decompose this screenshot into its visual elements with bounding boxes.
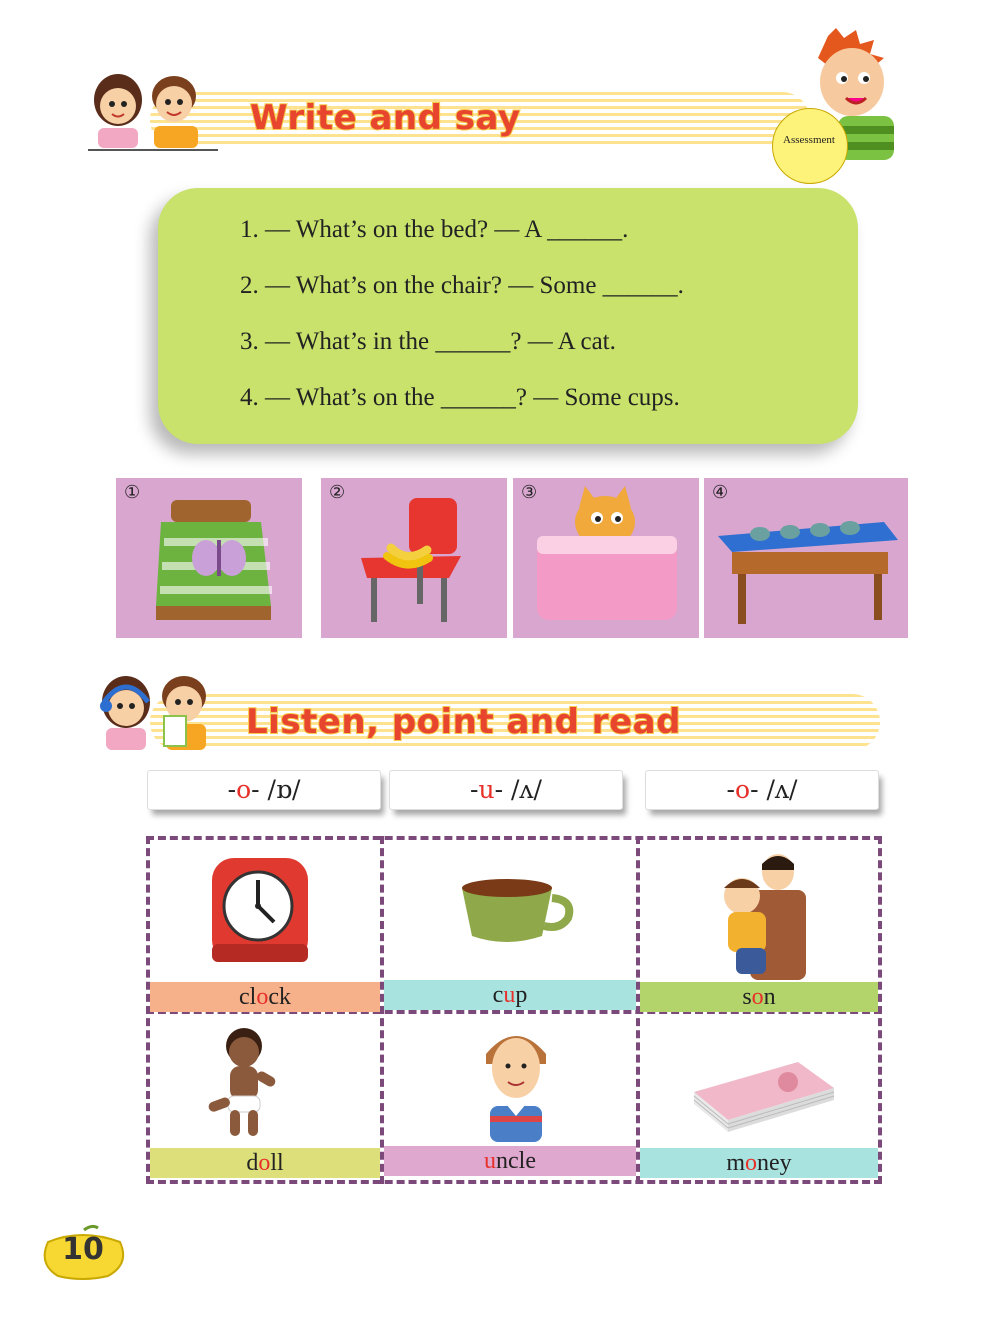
word-label-money: money [640, 1148, 878, 1178]
picture-panel-1 [116, 478, 302, 638]
question-box [158, 188, 858, 444]
word-label-son: son [640, 982, 878, 1012]
question-line-2: 2. — What’s on the chair? — Some ______. [240, 272, 684, 299]
question-line-4: 4. — What’s on the ______? — Some cups. [240, 384, 680, 411]
panel-number-2: ② [329, 482, 346, 503]
section-title-listen-point-read: Listen, point and read [246, 702, 681, 742]
word-label-cup: cup [384, 980, 636, 1010]
bed-with-butterfly-icon [116, 478, 302, 638]
picture-panel-3 [513, 478, 699, 638]
phoneme-tab-3 [646, 771, 878, 809]
phoneme-tab-1-prefix: - [227, 775, 237, 804]
picture-panel-4 [704, 478, 908, 638]
phoneme-tab-3-letter: o [735, 775, 751, 804]
phoneme-tab-1-sound: - /ɒ/ [251, 775, 301, 804]
question-line-1: 1. — What’s on the bed? — A ______. [240, 216, 629, 243]
kids-reading-icon [78, 66, 228, 156]
phoneme-tab-3-prefix: - [726, 775, 735, 804]
doll-icon [206, 1024, 282, 1142]
section-title-write-and-say: Write and say [250, 98, 521, 138]
money-icon [688, 1052, 840, 1136]
cat-in-box-icon [513, 478, 699, 638]
word-label-clock: clock [150, 982, 380, 1012]
phoneme-tab-2-sound: - /ʌ/ [494, 775, 542, 804]
phoneme-tab-2-letter: u [478, 775, 495, 804]
word-label-doll: doll [150, 1148, 380, 1178]
assessment-label: Assessment [783, 134, 835, 146]
phoneme-tab-2 [390, 771, 622, 809]
panel-number-4: ④ [712, 482, 729, 503]
cup-icon [456, 874, 578, 954]
word-label-uncle: uncle [384, 1146, 636, 1176]
question-line-3: 3. — What’s in the ______? — A cat. [240, 328, 616, 355]
uncle-icon [476, 1024, 556, 1142]
table-with-cups-icon [704, 478, 908, 638]
phoneme-tab-3-sound: - /ʌ/ [750, 775, 798, 804]
panel-number-1: ① [124, 482, 141, 503]
picture-panel-2 [321, 478, 507, 638]
phoneme-tab-1-letter: o [236, 775, 252, 804]
kids-listening-icon [86, 666, 226, 754]
phoneme-tab-2-prefix: - [470, 775, 479, 804]
page-number: 10 [62, 1232, 104, 1267]
assessment-badge [772, 108, 848, 184]
clock-icon [200, 848, 320, 972]
phoneme-tab-1 [148, 771, 380, 809]
father-and-son-icon [706, 850, 806, 980]
chair-with-bananas-icon [321, 478, 507, 638]
panel-number-3: ③ [521, 482, 538, 503]
